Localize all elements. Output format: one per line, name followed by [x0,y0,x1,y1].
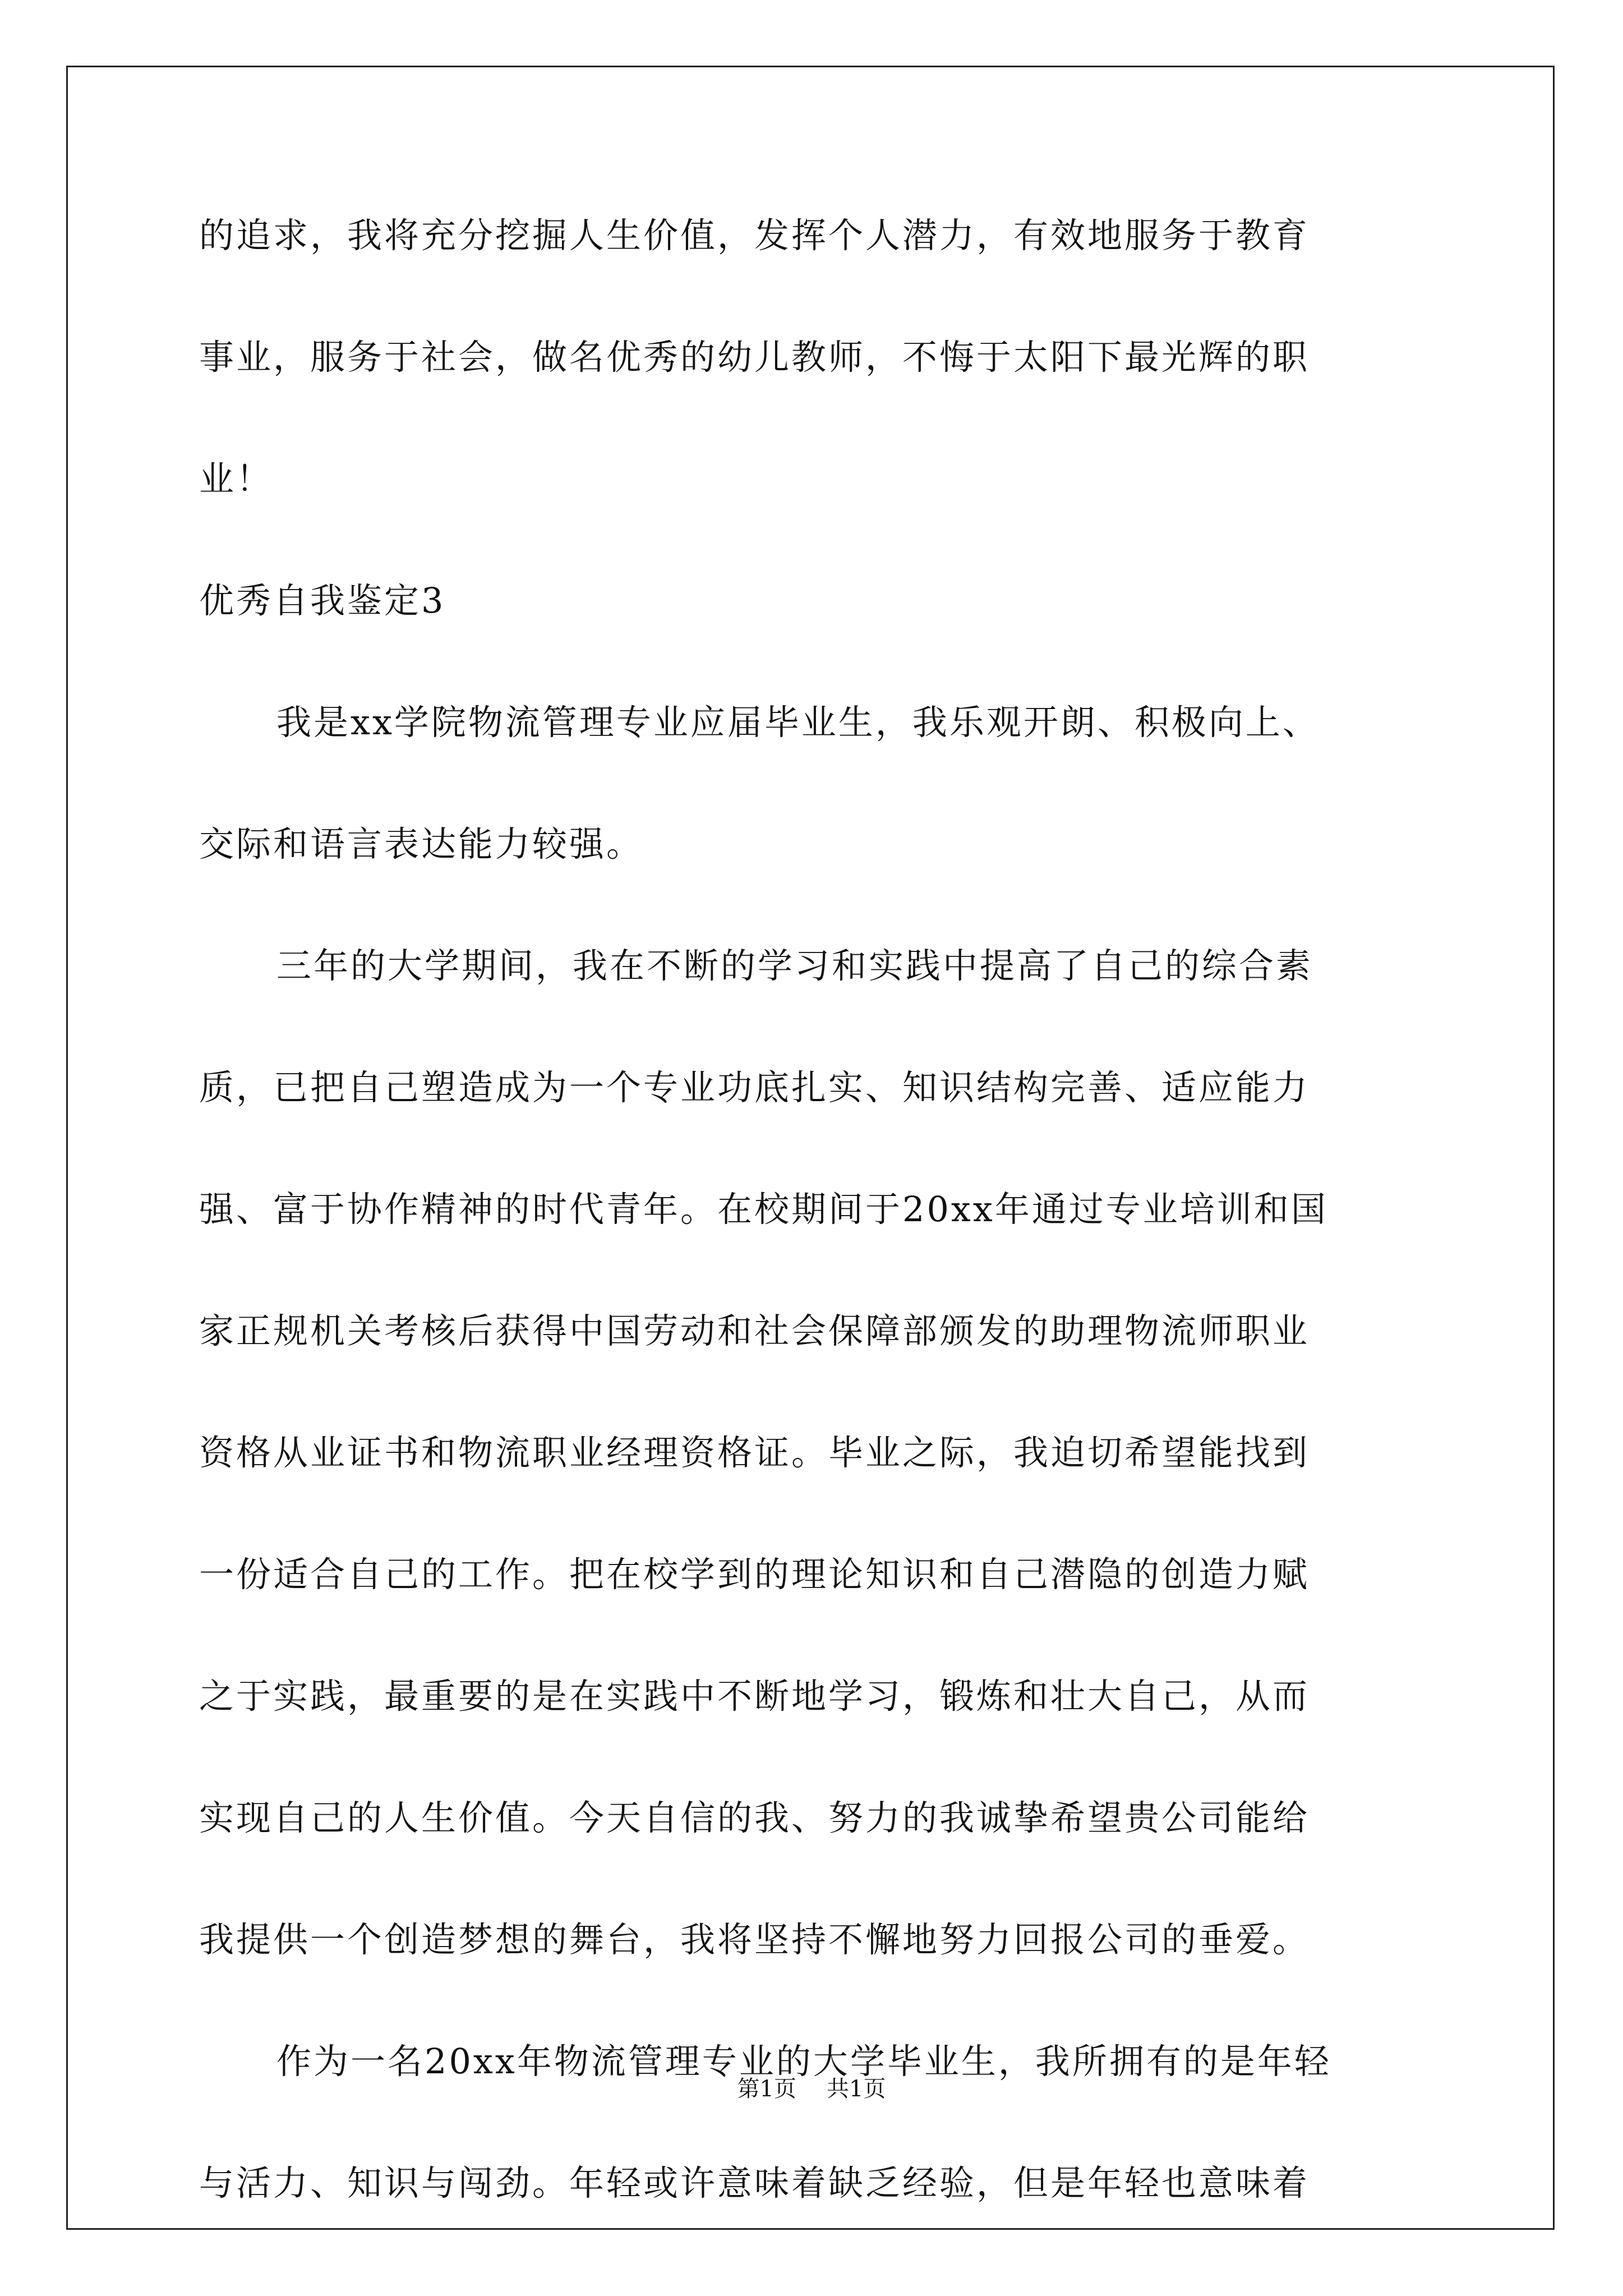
text-line: 的追求，我将充分挖掘人生价值，发挥个人潜力，有效地服务于教育 [199,215,1310,256]
text-line: 交际和语言表达能力较强。 [199,823,644,864]
text-line: 我是xx学院物流管理专业应届毕业生，我乐观开朗、积极向上、 [276,702,1320,743]
text-line: 作为一名20xx年物流管理专业的大学毕业生，我所拥有的是年轻 [276,2041,1331,2082]
text-line: 之于实践，最重要的是在实践中不断地学习，锻炼和壮大自己，从而 [199,1676,1310,1717]
text-line: 我提供一个创造梦想的舞台，我将坚持不懈地努力回报公司的垂爱。 [199,1919,1310,1960]
text-line: 家正规机关考核后获得中国劳动和社会保障部颁发的助理物流师职业 [199,1310,1310,1351]
text-line: 三年的大学期间，我在不断的学习和实践中提高了自己的综合素 [276,945,1313,986]
text-line: 与活力、知识与闯劲。年轻或许意味着缺乏经验，但是年轻也意味着 [199,2162,1310,2203]
page-total: 共1页 [827,2076,886,2102]
text-line: 业！ [199,458,274,499]
text-line: 质，已把自己塑造成为一个专业功底扎实、知识结构完善、适应能力 [199,1067,1310,1108]
text-line: 强、富于协作精神的时代青年。在校期间于20xx年通过专业培训和国 [199,1189,1328,1230]
document-body [199,215,1436,2287]
section-heading: 优秀自我鉴定3 [199,580,446,621]
text-line: 资格从业证书和物流职业经理资格证。毕业之际，我迫切希望能找到 [199,1432,1310,1473]
page-footer [0,2077,1623,2101]
text-line: 一份适合自己的工作。把在校学到的理论知识和自己潜隐的创造力赋 [199,1554,1310,1595]
text-line: 实现自己的人生价值。今天自信的我、努力的我诚挚希望贵公司能给 [199,1797,1310,1838]
page-number: 第1页 [737,2076,796,2102]
text-line: 事业，服务于社会，做名优秀的幼儿教师，不悔于太阳下最光辉的职 [199,337,1310,378]
